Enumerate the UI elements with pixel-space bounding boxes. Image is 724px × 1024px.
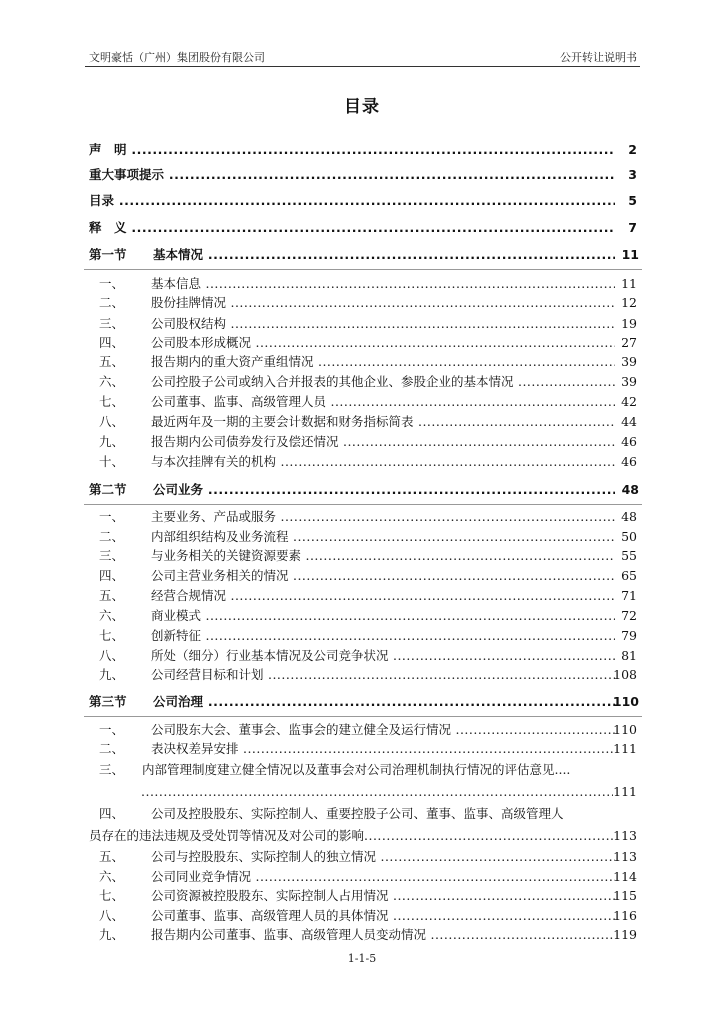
toc-item-text: 公司及控股股东、实际控制人、重要控股子公司、董事、监事、高级管理人 bbox=[151, 806, 564, 821]
toc-item-text: 报告期内公司董事、监事、高级管理人员变动情况 ..... bbox=[151, 927, 615, 943]
toc-item-page: 119 bbox=[613, 927, 637, 942]
toc-item-text: 内部管理制度建立健全情况以及董事会对公司治理机制执行情况的评估意见.... bbox=[142, 762, 571, 777]
toc-item[interactable] bbox=[89, 294, 637, 312]
toc-item-number: 五、 bbox=[99, 354, 125, 369]
toc-item-number: 四、 bbox=[99, 335, 125, 350]
toc-item-number: 二、 bbox=[99, 529, 125, 544]
toc-item-number: 十、 bbox=[99, 454, 125, 469]
toc-item-text: 内部组织结构及业务流程 ..... bbox=[151, 529, 615, 545]
toc-item-page: 113 bbox=[613, 828, 637, 843]
page-number-footer: 1-1-5 bbox=[347, 952, 377, 965]
toc-section-page: 48 bbox=[621, 482, 639, 497]
toc-item-text: 创新特征 ..... bbox=[151, 628, 615, 644]
toc-entry-text: 释 义 ..... bbox=[89, 220, 615, 236]
toc-item-text: 表决权差异安排 ..... bbox=[151, 741, 615, 757]
toc-item-line bbox=[89, 805, 637, 823]
toc-item-leader bbox=[364, 828, 613, 843]
toc-item-page: 19 bbox=[621, 316, 637, 331]
toc-item-page: 110 bbox=[613, 722, 637, 737]
toc-item-page: 44 bbox=[621, 414, 637, 429]
toc-item[interactable] bbox=[89, 567, 637, 585]
toc-item-page: 111 bbox=[613, 784, 637, 799]
toc-item-text: 公司董事、监事、高级管理人员 ..... bbox=[151, 394, 615, 410]
toc-item-text: 基本信息 ..... bbox=[151, 276, 615, 292]
toc-item[interactable] bbox=[89, 413, 637, 431]
toc-entry-text: 重大事项提示 ..... bbox=[89, 167, 615, 183]
toc-item-number: 五、 bbox=[99, 588, 125, 603]
toc-item-number: 八、 bbox=[99, 414, 125, 429]
toc-entry-page: 2 bbox=[628, 142, 637, 157]
toc-item-page: 50 bbox=[621, 529, 637, 544]
toc-item[interactable] bbox=[89, 721, 637, 739]
toc-item-number: 三、 bbox=[99, 316, 125, 331]
toc-item-page: 46 bbox=[621, 454, 637, 469]
toc-section-page: 110 bbox=[612, 694, 639, 709]
toc-item[interactable] bbox=[89, 666, 637, 684]
toc-item-text: 公司经营目标和计划 ..... bbox=[151, 667, 615, 683]
toc-item-page: 27 bbox=[621, 335, 637, 350]
toc-title: 目录 bbox=[344, 97, 380, 117]
toc-item-number: 三、 bbox=[99, 762, 125, 777]
toc-item-number: 七、 bbox=[99, 394, 125, 409]
toc-item-page: 71 bbox=[621, 588, 637, 603]
toc-item-text: 报告期内的重大资产重组情况 ..... bbox=[151, 354, 615, 370]
toc-item[interactable] bbox=[89, 627, 637, 645]
toc-item[interactable] bbox=[89, 453, 637, 471]
toc-item-text: 公司同业竞争情况 ..... bbox=[151, 869, 615, 885]
toc-item-page: 39 bbox=[621, 374, 637, 389]
toc-item-number: 九、 bbox=[99, 667, 125, 682]
toc-section-1[interactable] bbox=[89, 246, 637, 264]
toc-item[interactable] bbox=[89, 607, 637, 625]
toc-item[interactable] bbox=[89, 926, 637, 944]
toc-item-page: 12 bbox=[621, 295, 637, 310]
toc-item-number: 四、 bbox=[99, 806, 125, 821]
toc-item-text: 股份挂牌情况 ..... bbox=[151, 295, 615, 311]
toc-item-number: 二、 bbox=[99, 295, 125, 310]
toc-item-text: 所处（细分）行业基本情况及公司竞争状况 ..... bbox=[151, 648, 615, 664]
toc-item-number: 八、 bbox=[99, 908, 125, 923]
toc-section-page: 11 bbox=[621, 247, 639, 262]
toc-item-page: 79 bbox=[621, 628, 637, 643]
toc-item-number: 一、 bbox=[99, 509, 125, 524]
toc-item[interactable] bbox=[89, 528, 637, 546]
toc-item-leader bbox=[141, 784, 613, 802]
toc-entry-page: 5 bbox=[628, 193, 637, 208]
toc-item-page: 39 bbox=[621, 354, 637, 369]
toc-item-page: 42 bbox=[621, 394, 637, 409]
toc-item[interactable] bbox=[89, 508, 637, 526]
toc-item-text: 公司股本形成概况 ..... bbox=[151, 335, 615, 351]
toc-section-title: 基本情况 ..... bbox=[153, 247, 615, 263]
toc-item-text: 最近两年及一期的主要会计数据和财务指标简表 ..... bbox=[151, 414, 615, 430]
toc-item-number: 七、 bbox=[99, 628, 125, 643]
toc-entry-text: 目录 ..... bbox=[89, 193, 615, 209]
toc-section-title: 公司业务 ..... bbox=[153, 482, 615, 498]
toc-item-number: 九、 bbox=[99, 927, 125, 942]
toc-item-text: 公司与控股股东、实际控制人的独立情况 ..... bbox=[151, 849, 615, 865]
toc-item-text: 公司董事、监事、高级管理人员的具体情况 ..... bbox=[151, 908, 615, 924]
toc-item-number: 二、 bbox=[99, 741, 125, 756]
toc-item-number: 一、 bbox=[99, 722, 125, 737]
toc-item[interactable] bbox=[89, 275, 637, 293]
toc-item-page: 115 bbox=[613, 888, 637, 903]
toc-item[interactable] bbox=[89, 547, 637, 565]
toc-item[interactable] bbox=[89, 647, 637, 665]
toc-item-text: 公司股权结构 ..... bbox=[151, 316, 615, 332]
toc-item-text: 公司资源被控股股东、实际控制人占用情况 ..... bbox=[151, 888, 615, 904]
toc-item[interactable] bbox=[89, 315, 637, 333]
toc-item-number: 六、 bbox=[99, 608, 125, 623]
toc-item-page: 11 bbox=[621, 276, 637, 291]
toc-item-page: 113 bbox=[613, 849, 637, 864]
toc-item-number: 七、 bbox=[99, 888, 125, 903]
toc-item-text: 公司股东大会、董事会、监事会的建立健全及运行情况 ..... bbox=[151, 722, 615, 738]
toc-item-text: 公司控股子公司或纳入合并报表的其他企业、参股企业的基本情况 ..... bbox=[151, 374, 615, 390]
toc-section-2[interactable] bbox=[89, 481, 637, 499]
toc-section-number: 第三节 bbox=[89, 694, 127, 709]
toc-item[interactable] bbox=[89, 887, 637, 905]
toc-item-wrapped[interactable] bbox=[89, 805, 637, 847]
toc-item[interactable] bbox=[89, 868, 637, 886]
toc-item-number: 三、 bbox=[99, 548, 125, 563]
toc-item-number: 六、 bbox=[99, 374, 125, 389]
toc-section-number: 第一节 bbox=[89, 247, 127, 262]
toc-item[interactable] bbox=[89, 393, 637, 411]
toc-item-page: 108 bbox=[613, 667, 637, 682]
toc-item-number: 六、 bbox=[99, 869, 125, 884]
toc-section-number: 第二节 bbox=[89, 482, 127, 497]
toc-entry-contents[interactable] bbox=[89, 192, 637, 210]
toc-item[interactable] bbox=[89, 334, 637, 352]
toc-item-page: 55 bbox=[621, 548, 637, 563]
toc-item[interactable] bbox=[89, 907, 637, 925]
toc-item-page: 116 bbox=[613, 908, 637, 923]
toc-item-text: 商业模式 ..... bbox=[151, 608, 615, 624]
toc-section-3[interactable] bbox=[89, 693, 637, 711]
toc-item-line bbox=[89, 761, 637, 779]
toc-item-text: 经营合规情况 ..... bbox=[151, 588, 615, 604]
toc-item-page: 114 bbox=[613, 869, 637, 884]
toc-item[interactable] bbox=[89, 740, 637, 758]
toc-item-wrapped[interactable] bbox=[89, 761, 637, 803]
toc-item-text: 公司主营业务相关的情况 ..... bbox=[151, 568, 615, 584]
toc-item-page: 111 bbox=[613, 741, 637, 756]
toc-item-continuation bbox=[89, 828, 613, 846]
toc-item-number: 四、 bbox=[99, 568, 125, 583]
toc-item-text: 与本次挂牌有关的机构 ..... bbox=[151, 454, 615, 470]
header-company-name: 文明豪恬（广州）集团股份有限公司 bbox=[89, 51, 265, 64]
toc-item-number: 五、 bbox=[99, 849, 125, 864]
toc-item-page: 46 bbox=[621, 434, 637, 449]
toc-section-title: 公司治理 ..... bbox=[153, 694, 615, 710]
toc-item-text: 与业务相关的关键资源要素 ..... bbox=[151, 548, 615, 564]
toc-item-text-cont: 员存在的违法违规及受处罚等情况及对公司的影响 bbox=[89, 828, 365, 843]
toc-entry-page: 3 bbox=[628, 167, 637, 182]
toc-item-page: 81 bbox=[621, 648, 637, 663]
toc-item-page: 72 bbox=[621, 608, 637, 623]
toc-entry-text: 声 明 ..... bbox=[89, 142, 615, 158]
toc-item[interactable] bbox=[89, 373, 637, 391]
toc-item[interactable] bbox=[89, 433, 637, 451]
toc-item-text: 主要业务、产品或服务 ..... bbox=[151, 509, 615, 525]
toc-item-text: 报告期内公司债券发行及偿还情况 ..... bbox=[151, 434, 615, 450]
toc-entry-major-notices[interactable] bbox=[89, 166, 637, 184]
toc-item-number: 八、 bbox=[99, 648, 125, 663]
header-document-type: 公开转让说明书 bbox=[560, 51, 637, 64]
toc-item[interactable] bbox=[89, 848, 637, 866]
toc-entry-statement[interactable] bbox=[89, 141, 637, 159]
toc-entry-definitions[interactable] bbox=[89, 219, 637, 237]
toc-item-number: 九、 bbox=[99, 434, 125, 449]
toc-item[interactable] bbox=[89, 353, 637, 371]
toc-item-page: 65 bbox=[621, 568, 637, 583]
toc-item[interactable] bbox=[89, 587, 637, 605]
toc-entry-page: 7 bbox=[628, 220, 637, 235]
toc-item-number: 一、 bbox=[99, 276, 125, 291]
toc-item-page: 48 bbox=[621, 509, 637, 524]
